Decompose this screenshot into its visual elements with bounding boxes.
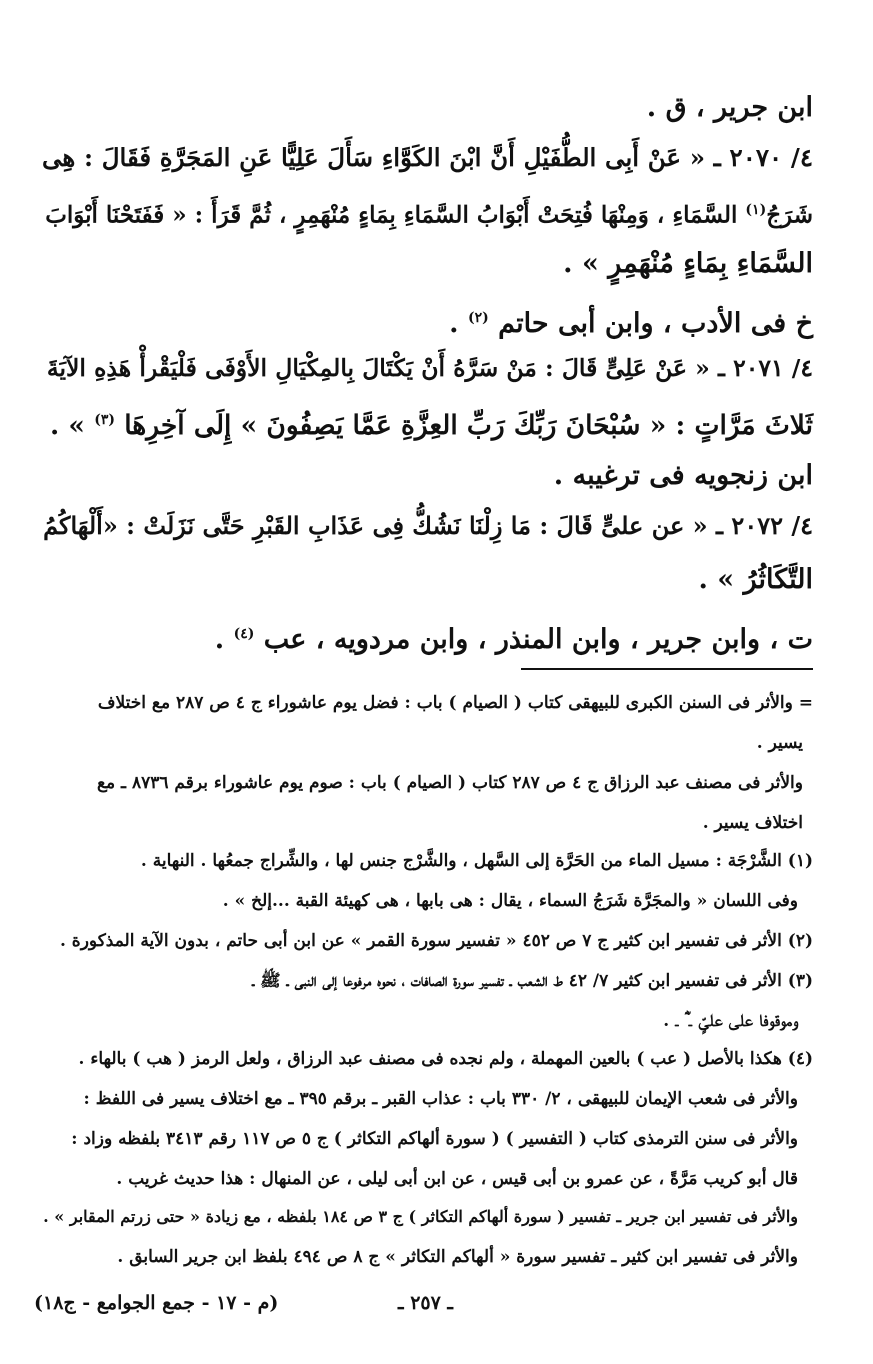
footnote-4: (٤) هكذا بالأصل ( عب ) بالعين المهملة ، ولم نجده فى مصنف عبد الرزاق ، ولعل الرمز ( هب ) بالهاء .	[78, 1049, 813, 1069]
footnote-1: (١) الشَّرْجَة : مسيل الماء من الحَرَّة إلى السَّهل ، والشَّرْج جنس لها ، والشِّراج جمعُها . النهاية .	[140, 851, 813, 871]
source-line: خ فى الأدب ، وابن أبى حاتم $^{(٢)}$ .	[449, 308, 813, 339]
footnote-line: قال أبو كريب مَرَّةً ، عن عمرو بن أبى قيس ، عن ابن أبى ليلى ، عن المنهال : هذا حديث غريب .	[116, 1169, 798, 1189]
footnote-ref-2: (٢)	[467, 310, 489, 326]
footnote-3: (٣) الأثر فى تفسير ابن كثير ٧/ ٤٢ ط الشعب ـ تفسير سورة الصافات ، نحوه مرفوعا إلى النبى ـ ﷺ ـ	[252, 971, 813, 991]
source-line: ابن زنجويه فى ترغيبه .	[553, 460, 813, 491]
footnote-line: = والأثر فى السنن الكبرى للبيهقى كتاب ( الصيام ) باب : فضل يوم عاشوراء ج ٤ ص ٢٨٧ مع اختلاف	[97, 693, 813, 713]
hadith-2070: ٤/ ٢٠٧٠ ـ « عَنْ أَبِى الطُّفَيْلِ أَنَّ ابْنَ الكَوَّاءِ سَأَلَ عَلِيًّا عَنِ المَجَرَّةِ فَقَالَ : هِى	[42, 143, 813, 172]
footnote-line: وموقوفا على علىٍّ ـ ؓ ـ .	[663, 1011, 798, 1031]
main-text-line: السَّمَاءِ بِمَاءٍ مُنْهَمِرٍ » .	[563, 248, 813, 279]
footnote-line: والأثر فى تفسير ابن كثير ـ تفسير سورة « ألهاكم التكاثر » ج ٨ ص ٤٩٤ بلفظ ابن جرير السابق .	[117, 1247, 798, 1267]
page-number: ـ ٢٥٧ ـ	[398, 1292, 453, 1314]
hadith-2071: ٤/ ٢٠٧١ ـ « عَنْ عَلِىٍّ قَالَ : مَنْ سَرَّهُ أَنْ يَكْتَالَ بِالمِكْيَالِ الأَوْفَى فَلْيَقْرأْ هَذِهِ الآيَةَ	[46, 354, 813, 382]
footnote-line: وفى اللسان « والمجَرَّة شَرَجُ السماء ، يقال : هى بابها ، هى كهيئة القبة ...إلخ » .	[222, 891, 798, 911]
volume-signature: (م - ١٧ - جمع الجوامع - ج١٨)	[34, 1292, 279, 1314]
source-line: ت ، وابن جرير ، وابن المنذر ، وابن مردويه ، عب $^{(٤)}$ .	[214, 624, 813, 655]
footnote-line: والأثر فى سنن الترمذى كتاب ( التفسير ) ( سورة ألهاكم التكاثر ) ج ٥ ص ١١٧ رقم ٣٤١٣ بلفظه وزاد :	[71, 1129, 798, 1149]
footnote-line: والأثر فى تفسير ابن جرير ـ تفسير ( سورة ألهاكم التكاثر ) ج ٣ ص ١٨٤ بلفظه ، مع زيادة « حتى زرتم المقابر » .	[43, 1207, 798, 1226]
footnote-divider	[521, 668, 813, 670]
footnote-ref-3: (٣)	[94, 412, 115, 428]
footnote-ref-1: (١)	[745, 202, 767, 218]
hadith-2072: ٤/ ٢٠٧٢ ـ « عن علىٍّ قَالَ : مَا زِلْنَا نَشُكُّ فِى عَذَابِ القَبْرِ حَتَّى نَزَلَتْ : «أَلْهَاكُمُ	[43, 511, 813, 540]
main-text-line: ثَلاثَ مَرَّاتٍ : « سُبْحَانَ رَبِّكَ رَبِّ العِزَّةِ عَمَّا يَصِفُونَ » إِلَى آخِرِهَا $^{(٣)}$ » .	[49, 409, 813, 441]
footnote-ref-4: (٤)	[233, 626, 255, 642]
main-text-line: التَّكَاثُرُ » .	[698, 564, 813, 595]
main-text-line: شَرَجُ$^{(١)}$ السَّمَاءِ ، وَمِنْهَا فُتِحَتْ أَبْوَابُ السَّمَاءِ بِمَاءٍ مُنْهَمِرٍ ، ثُمَّ قَرَأَ : « فَفَتَحْنَا أَبْوَابَ	[45, 201, 813, 229]
footnote-line: اختلاف يسير .	[702, 813, 803, 833]
footnote-2: (٢) الأثر فى تفسير ابن كثير ج ٧ ص ٤٥٢ « تفسير سورة القمر » عن ابن أبى حاتم ، بدون الآية المذكورة .	[59, 931, 813, 951]
footnote-line: والأثر فى شعب الإيمان للبيهقى ، ٢/ ٣٣٠ باب : عذاب القبر ـ برقم ٣٩٥ ـ مع اختلاف يسير فى اللفظ :	[83, 1089, 798, 1109]
main-text-line: ابن جرير ، ق .	[646, 92, 813, 123]
footnote-line: يسير .	[756, 733, 803, 753]
footnote-line: والأثر فى مصنف عبد الرزاق ج ٤ ص ٢٨٧ كتاب ( الصيام ) باب : صوم يوم عاشوراء برقم ٨٧٣٦ ـ مع	[96, 773, 803, 793]
